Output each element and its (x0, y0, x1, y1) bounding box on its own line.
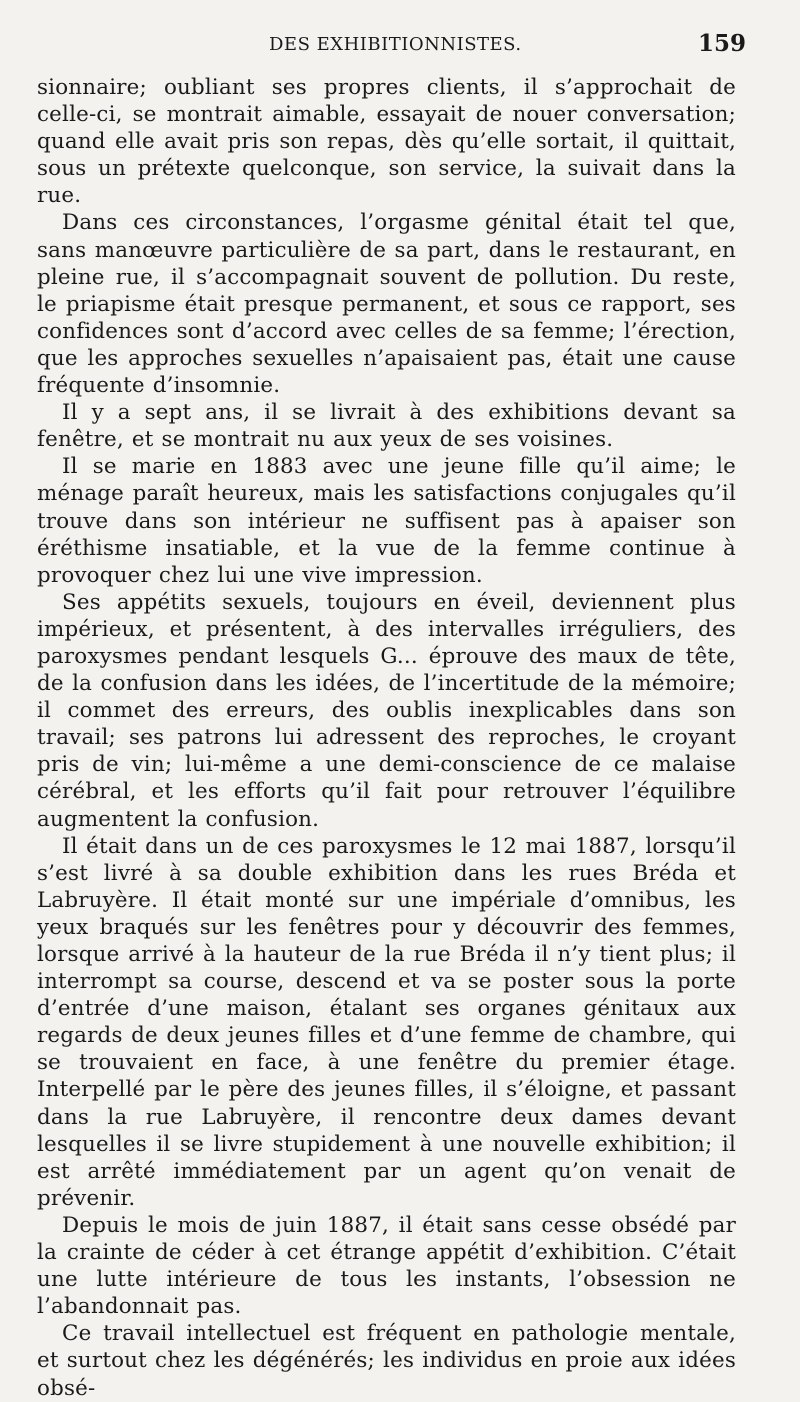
paragraph: Il se marie en 1883 avec une jeune fille qu’il aime; le ménage paraît heureux, mais les satisfactions conjugales qu’il trouve dans son intérieur ne suffisent pas à apaiser son éréthisme insatiable, et la vue de la femme continue à provoquer chez lui une vive impression. (37, 454, 736, 588)
running-head (37, 30, 746, 66)
page-number: 159 (697, 30, 746, 57)
running-title: DES EXHIBITIONNISTES. (269, 34, 522, 55)
paragraph: Dans ces circonstances, l’orgasme génital était tel que, sans manœuvre particulière de sa part, dans le restaurant, en pleine rue, il s’accompagnait souvent de pollution. Du reste, le priapisme était presque permanent, et sous ce rapport, ses confidences sont d’accord avec celles de sa femme; l’érection, que les approches sexuelles n’apaisaient pas, était une cause fréquente d’insomnie. (37, 210, 736, 399)
paragraph: Il était dans un de ces paroxysmes le 12 mai 1887, lorsqu’il s’est livré à sa double exhibition dans les rues Bréda et Labruyère. Il était monté sur une impériale d’omnibus, les yeux braqués sur les fenêtres pour y découvrir des femmes, lorsque arrivé à la hauteur de la rue Bréda il n’y tient plus; il interrompt sa course, descend et va se poster sous la porte d’entrée d’une maison, étalant ses organes génitaux aux regards de deux jeunes filles et d’une femme de chambre, qui se trouvaient en face, à une fenêtre du premier étage. Interpellé par le père des jeunes filles, il s’éloigne, et passant dans la rue Labruyère, il rencontre deux dames devant lesquelles il se livre stupidement à une nouvelle exhibition; il est arrêté immédiatement par un agent qu’on venait de prévenir. (37, 833, 736, 1211)
paragraph: Ses appétits sexuels, toujours en éveil, deviennent plus impérieux, et présentent, à des intervalles irréguliers, des paroxysmes pendant lesquels G... éprouve des maux de tête, de la confusion dans les idées, de l’incertitude de la mémoire; il commet des erreurs, des oublis inexplicables dans son travail; ses patrons lui adressent des reproches, le croyant pris de vin; lui-même a une demi-conscience de ce malaise cérébral, et les efforts qu’il fait pour retrouver l’équilibre augmentent la confusion. (37, 589, 736, 832)
paragraph: Depuis le mois de juin 1887, il était sans cesse obsédé par la crainte de céder à cet étrange appétit d’exhibition. C’était une lutte intérieure de tous les instants, l’obsession ne l’abandonnait pas. (37, 1212, 736, 1320)
paragraph: Il y a sept ans, il se livrait à des exhibitions devant sa fenêtre, et se montrait nu aux yeux de ses voisines. (37, 400, 736, 453)
body-text (37, 74, 736, 1402)
paragraph-continued: sionnaire; oubliant ses propres clients, il s’approchait de celle-ci, se montrait aimable, essayait de nouer conversation; quand elle avait pris son repas, dès qu’elle sortait, il quittait, sous un prétexte quelconque, son service, la suivait dans la rue. (37, 75, 736, 209)
paragraph: Ce travail intellectuel est fréquent en pathologie mentale, et surtout chez les dégénérés; les individus en proie aux idées obsé- (37, 1321, 736, 1401)
